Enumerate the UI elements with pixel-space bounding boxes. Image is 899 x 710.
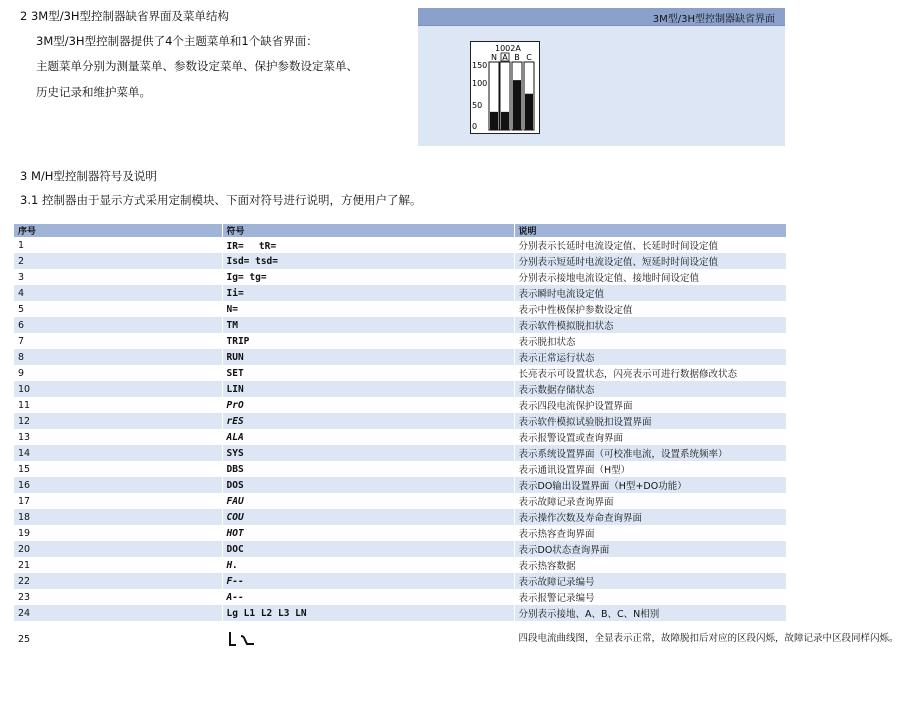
table-row <box>14 525 786 541</box>
scale-label: 50 <box>472 101 483 110</box>
bar-fill <box>525 94 533 130</box>
scale-label: 0 <box>472 122 478 131</box>
section2-line1: 3M型/3H型控制器提供了4个主题菜单和1个缺省界面： <box>36 34 318 48</box>
cell-symbol: DOC <box>222 541 514 557</box>
cell-desc: 表示操作次数及寿命查询界面 <box>514 509 786 525</box>
table-row <box>14 397 786 413</box>
cell-desc: 表示正常运行状态 <box>514 349 786 365</box>
cell-desc: 表示瞬时电流设定值 <box>514 285 786 301</box>
cell-symbol: N= <box>222 301 514 317</box>
table-row <box>14 445 786 461</box>
cell-desc: 表示故障记录编号 <box>514 573 786 589</box>
cell-desc: 四段电流曲线图，全显表示正常，故障脱扣后对应的区段闪烁，故障记录中区段同样闪烁。 <box>514 621 786 657</box>
scale-label: 100 <box>472 79 488 88</box>
cell-desc: 表示DO输出设置界面（H型+DO功能） <box>514 477 786 493</box>
cell-desc: 分别表示长延时电流设定值、长延时时间设定值 <box>514 237 786 253</box>
cell-symbol: Lg L1 L2 L3 LN <box>222 605 514 621</box>
table-row <box>14 285 786 301</box>
panel-title: 3M型/3H型控制器缺省界面 <box>652 14 775 25</box>
cell-symbol: IR= tR= <box>222 237 514 253</box>
table-row <box>14 237 786 253</box>
cell-desc: 分别表示短延时电流设定值、短延时时间设定值 <box>514 253 786 269</box>
cell-desc: 分别表示接地、A、B、C、N相别 <box>514 605 786 621</box>
bar-fill <box>490 112 498 130</box>
phase-label: C <box>526 53 532 62</box>
cell-symbol: H. <box>222 557 514 573</box>
cell-symbol: TM <box>222 317 514 333</box>
cell-no: 3 <box>14 269 222 285</box>
lcd-display <box>470 41 540 134</box>
cell-symbol: rES <box>222 413 514 429</box>
lcd-unit: 1002A <box>495 44 521 53</box>
header-desc: 说明 <box>514 224 786 237</box>
table-row <box>14 381 786 397</box>
cell-symbol: SYS <box>222 445 514 461</box>
section2-line2: 主题菜单分别为测量菜单、参数设定菜单、保护参数设定菜单、 <box>36 59 358 73</box>
cell-no: 22 <box>14 573 222 589</box>
cell-no: 24 <box>14 605 222 621</box>
symbol-table <box>14 224 899 657</box>
cell-symbol: RUN <box>222 349 514 365</box>
cell-desc: 表示软件模拟脱扣状态 <box>514 317 786 333</box>
table-row <box>14 365 786 381</box>
section2-heading: 2 3M型/3H型控制器缺省界面及菜单结构 <box>20 9 230 23</box>
cell-symbol: ALA <box>222 429 514 445</box>
cell-symbol: SET <box>222 365 514 381</box>
table-row <box>14 541 786 557</box>
cell-desc: 表示四段电流保护设置界面 <box>514 397 786 413</box>
cell-no: 8 <box>14 349 222 365</box>
scale-label: 150 <box>472 61 488 70</box>
cell-no: 21 <box>14 557 222 573</box>
cell-no: 13 <box>14 429 222 445</box>
table-row <box>14 493 786 509</box>
cell-desc: 表示系统设置界面（可校准电流，设置系统频率） <box>514 445 786 461</box>
cell-desc: 表示报警记录编号 <box>514 589 786 605</box>
cell-desc: 分别表示接地电流设定值、接地时间设定值 <box>514 269 786 285</box>
cell-symbol: PrO <box>222 397 514 413</box>
table-row <box>14 589 786 605</box>
table-row <box>14 253 786 269</box>
cell-symbol: Ii= <box>222 285 514 301</box>
cell-no: 10 <box>14 381 222 397</box>
cell-no: 2 <box>14 253 222 269</box>
table-header-row <box>14 224 786 237</box>
cell-desc: 表示通讯设置界面（H型） <box>514 461 786 477</box>
cell-no: 19 <box>14 525 222 541</box>
section2-line3: 历史记录和维护菜单。 <box>36 85 151 99</box>
cell-no: 11 <box>14 397 222 413</box>
cell-no: 4 <box>14 285 222 301</box>
cell-symbol: F-- <box>222 573 514 589</box>
cell-symbol: A-- <box>222 589 514 605</box>
cell-symbol: FAU <box>222 493 514 509</box>
default-screen-panel <box>418 8 785 146</box>
table-row <box>14 573 786 589</box>
cell-symbol <box>222 621 514 657</box>
cell-no: 25 <box>14 621 222 657</box>
cell-desc: 表示脱扣状态 <box>514 333 786 349</box>
table-row <box>14 413 786 429</box>
cell-desc: 表示DO状态查询界面 <box>514 541 786 557</box>
cell-symbol: DOS <box>222 477 514 493</box>
cell-symbol: LIN <box>222 381 514 397</box>
cell-desc: 表示数据存储状态 <box>514 381 786 397</box>
cell-no: 1 <box>14 237 222 253</box>
cell-symbol: Isd= tsd= <box>222 253 514 269</box>
cell-no: 7 <box>14 333 222 349</box>
bar-fill <box>501 112 509 130</box>
cell-desc: 表示故障记录查询界面 <box>514 493 786 509</box>
curve-icon <box>227 630 257 648</box>
cell-no: 14 <box>14 445 222 461</box>
cell-symbol: COU <box>222 509 514 525</box>
bar-fill <box>513 80 521 130</box>
cell-no: 18 <box>14 509 222 525</box>
table-row <box>14 333 786 349</box>
phase-label: N <box>491 53 497 62</box>
lcd-bar-display <box>471 42 539 133</box>
table-row <box>14 269 786 285</box>
table-row <box>14 621 786 657</box>
phase-label: B <box>514 53 520 62</box>
cell-desc: 表示热容数据 <box>514 557 786 573</box>
cell-no: 12 <box>14 413 222 429</box>
header-no: 序号 <box>14 224 222 237</box>
table-row <box>14 349 786 365</box>
cell-symbol: Ig= tg= <box>222 269 514 285</box>
table-row <box>14 461 786 477</box>
phase-label: A <box>502 53 508 62</box>
table-row <box>14 509 786 525</box>
table-row <box>14 317 786 333</box>
cell-desc: 表示报警设置或查询界面 <box>514 429 786 445</box>
cell-no: 6 <box>14 317 222 333</box>
cell-no: 20 <box>14 541 222 557</box>
table-row <box>14 301 786 317</box>
header-symbol: 符号 <box>222 224 514 237</box>
cell-no: 16 <box>14 477 222 493</box>
cell-desc: 表示软件模拟试验脱扣设置界面 <box>514 413 786 429</box>
panel-header <box>418 8 785 26</box>
cell-desc: 表示热容查询界面 <box>514 525 786 541</box>
cell-symbol: TRIP <box>222 333 514 349</box>
cell-no: 15 <box>14 461 222 477</box>
cell-no: 5 <box>14 301 222 317</box>
cell-symbol: HOT <box>222 525 514 541</box>
cell-desc: 表示中性极保护参数设定值 <box>514 301 786 317</box>
table-row <box>14 477 786 493</box>
table-row <box>14 605 786 621</box>
cell-desc: 长亮表示可设置状态，闪亮表示可进行数据修改状态 <box>514 365 786 381</box>
cell-symbol: DBS <box>222 461 514 477</box>
section3-heading: 3 M/H型控制器符号及说明 <box>20 169 157 183</box>
cell-no: 23 <box>14 589 222 605</box>
table-row <box>14 429 786 445</box>
cell-no: 17 <box>14 493 222 509</box>
section3-sub: 3.1 控制器由于显示方式采用定制模块、下面对符号进行说明，方便用户了解。 <box>20 193 422 207</box>
table-row <box>14 557 786 573</box>
cell-no: 9 <box>14 365 222 381</box>
